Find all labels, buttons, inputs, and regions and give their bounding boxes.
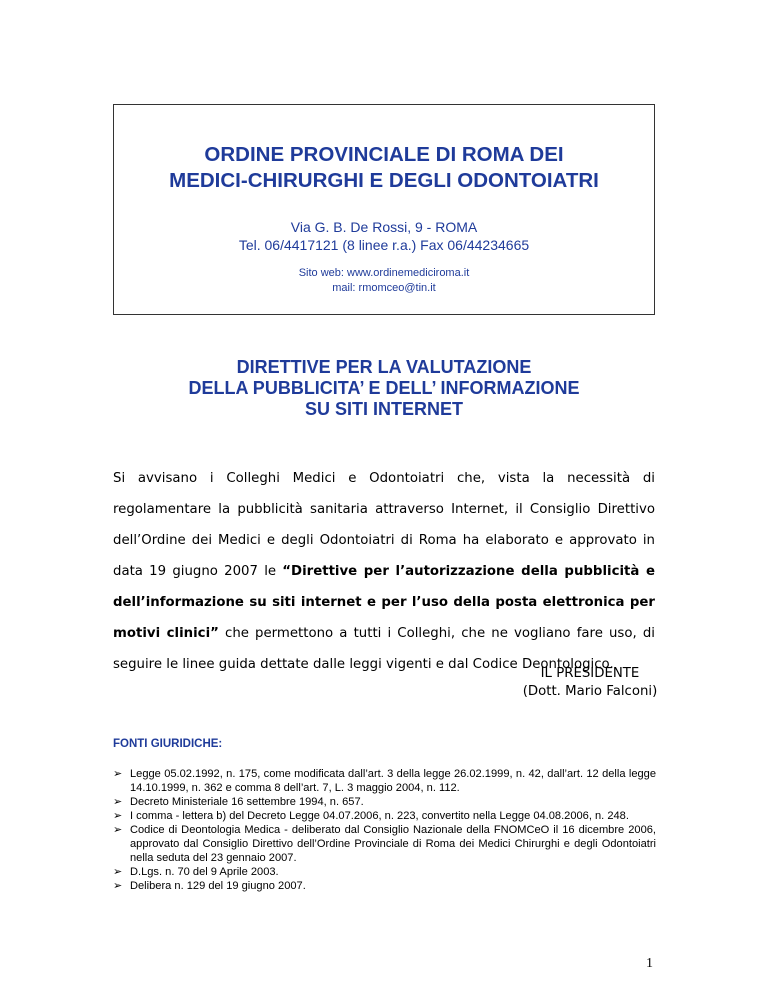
list-item (113, 795, 656, 809)
organization-mail: mail: rmomceo@tin.it (332, 282, 436, 294)
organization-website: Sito web: www.ordinemediciroma.it (298, 267, 470, 279)
organization-address: Via G. B. De Rossi, 9 - ROMA (290, 219, 478, 235)
arrow-bullet-icon: ➢ (113, 824, 123, 836)
organization-contact (114, 218, 654, 254)
document-title (0, 357, 768, 420)
list-item-text: D.Lgs. n. 70 del 9 Aprile 2003. (130, 866, 279, 878)
organization-title-line-2: MEDICI-CHIRURGHI E DEGLI ODONTOIATRI (169, 169, 599, 192)
list-item-text: Codice di Deontologia Medica - deliberato dal Consiglio Nazionale della FNOMCeO il 16 dicembre 2006, approvato dal Consiglio Direttivo dell’Ordine Provinciale di Roma dei Medici Chirurghi e degli Odontoiatri nella seduta del 23 gennaio 2007. (130, 824, 656, 864)
list-item (113, 879, 656, 893)
list-item-text: I comma - lettera b) del Decreto Legge 04.07.2006, n. 223, convertito nella Legge 04.08.2006, n. 248. (130, 810, 629, 822)
organization-web (114, 266, 654, 296)
list-item (113, 823, 656, 865)
page-number: 1 (646, 956, 653, 971)
list-item (113, 809, 656, 823)
fonti-list (113, 767, 656, 893)
intro-paragraph (113, 463, 655, 680)
arrow-bullet-icon: ➢ (113, 810, 123, 822)
signature-role: IL PRESIDENTE (540, 666, 640, 681)
signature-name: (Dott. Mario Falconi) (522, 684, 658, 699)
list-item-text: Decreto Ministeriale 16 settembre 1994, n. 657. (130, 796, 364, 808)
organization-title (114, 142, 654, 194)
document-title-line-2: DELLA PUBBLICITA’ E DELL’ INFORMAZIONE (188, 378, 580, 398)
header-box (113, 104, 655, 315)
list-item (113, 865, 656, 879)
signature-block (510, 665, 670, 701)
organization-title-line-1: ORDINE PROVINCIALE DI ROMA DEI (204, 143, 564, 166)
arrow-bullet-icon: ➢ (113, 768, 123, 780)
arrow-bullet-icon: ➢ (113, 796, 123, 808)
fonti-heading: FONTI GIURIDICHE: (113, 738, 223, 750)
organization-phone: Tel. 06/4417121 (8 linee r.a.) Fax 06/44234665 (238, 237, 530, 253)
document-title-line-3: SU SITI INTERNET (304, 399, 463, 419)
intro-text-after: che permettono a tutti i Colleghi, che ne vogliano fare uso, di seguire le linee guida dettate dalle leggi vigenti e dal Codice Deontologico. (113, 626, 655, 672)
arrow-bullet-icon: ➢ (113, 880, 123, 892)
list-item (113, 767, 656, 795)
intro-text-before: Si avvisano i Colleghi Medici e Odontoiatri che, vista la necessità di regolamentare la pubblicità sanitaria attraverso Internet, il Consiglio Direttivo dell’Ordine dei Medici e degli Odontoiatri di Roma ha elaborato e approvato in data 19 giugno 2007 le (113, 471, 655, 579)
document-title-line-1: DIRETTIVE PER LA VALUTAZIONE (236, 357, 532, 377)
intro-bold-title: “Direttive per l’autorizzazione della pubblicità e dell’informazione su siti internet e per l’uso della posta elettronica per motivi clinici” (113, 564, 655, 641)
list-item-text: Delibera n. 129 del 19 giugno 2007. (130, 880, 306, 892)
list-item-text: Legge 05.02.1992, n. 175, come modificata dall’art. 3 della legge 26.02.1999, n. 42, dall’art. 12 della legge 14.10.1999, n. 362 e comma 8 dell’art. 7, L. 3 maggio 2004, n. 112. (130, 768, 656, 794)
arrow-bullet-icon: ➢ (113, 866, 123, 878)
